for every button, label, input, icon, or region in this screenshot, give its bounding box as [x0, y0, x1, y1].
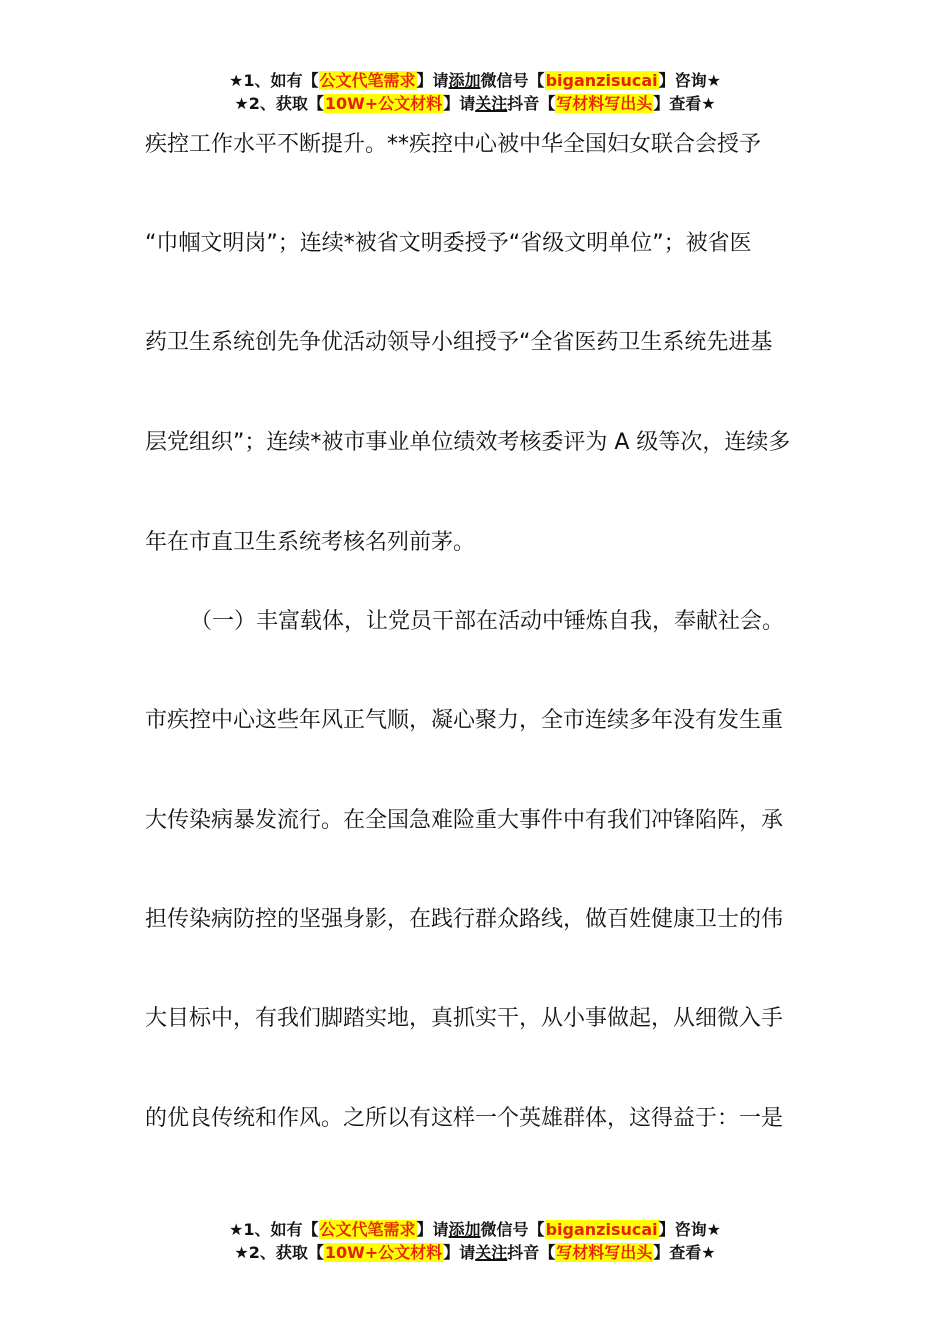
body-line: 药卫生系统创先争优活动领导小组授予“全省医药卫生系统先进基	[145, 330, 773, 355]
body-line: “巾帼文明岗”；连续*被省文明委授予“省级文明单位”；被省医	[145, 231, 752, 256]
body-line: 大目标中，有我们脚踏实地，真抓实干，从小事做起，从细微入手	[145, 1006, 784, 1031]
banner-text: ★1、如有【	[229, 1220, 319, 1239]
highlight-douyin-account: 写材料写出头	[556, 94, 653, 113]
section-heading: （一）丰富载体，让党员干部在活动中锤炼自我，奉献社会。	[190, 609, 785, 634]
body-line: 年在市直卫生系统考核名列前茅。	[145, 530, 476, 555]
banner-line-1	[0, 69, 950, 92]
header-banner	[0, 69, 950, 115]
banner-text: 】请	[443, 1243, 476, 1262]
highlight-materials: 10W+公文材料	[324, 1243, 443, 1262]
banner-text: 抖音【	[507, 1243, 556, 1262]
highlight-wechat-id: biganzisucai	[545, 71, 658, 90]
highlight-materials: 10W+公文材料	[324, 94, 443, 113]
banner-line-2	[0, 1241, 950, 1264]
banner-text: 】请	[416, 71, 449, 90]
underlined-word: 关注	[475, 1243, 508, 1262]
banner-line-2	[0, 92, 950, 115]
banner-text: ★1、如有【	[229, 71, 319, 90]
footer-banner	[0, 1218, 950, 1264]
banner-text: ★2、获取【	[234, 94, 324, 113]
highlight-service: 公文代笔需求	[319, 1220, 416, 1239]
highlight-service: 公文代笔需求	[319, 71, 416, 90]
underlined-word: 添加	[448, 71, 481, 90]
banner-text: 】请	[443, 94, 476, 113]
underlined-word: 关注	[475, 94, 508, 113]
highlight-wechat-id: biganzisucai	[545, 1220, 658, 1239]
banner-text: 】查看★	[653, 94, 716, 113]
body-line: 大传染病暴发流行。在全国急难险重大事件中有我们冲锋陷阵，承	[145, 808, 784, 833]
body-line: 的优良传统和作风。之所以有这样一个英雄群体，这得益于：一是	[145, 1106, 784, 1131]
banner-text: 】咨询★	[658, 1220, 721, 1239]
banner-text: 】查看★	[653, 1243, 716, 1262]
body-line: 疾控工作水平不断提升。**疾控中心被中华全国妇女联合会授予	[145, 132, 762, 157]
banner-line-1	[0, 1218, 950, 1241]
body-line: 层党组织”；连续*被市事业单位绩效考核委评为 A 级等次，连续多	[145, 430, 791, 455]
body-line: 市疾控中心这些年风正气顺，凝心聚力，全市连续多年没有发生重	[145, 708, 784, 733]
banner-text: 】咨询★	[658, 71, 721, 90]
underlined-word: 添加	[448, 1220, 481, 1239]
highlight-douyin-account: 写材料写出头	[556, 1243, 653, 1262]
banner-text: ★2、获取【	[234, 1243, 324, 1262]
body-line: 担传染病防控的坚强身影，在践行群众路线，做百姓健康卫士的伟	[145, 907, 784, 932]
banner-text: 微信号【	[480, 71, 545, 90]
banner-text: 抖音【	[507, 94, 556, 113]
banner-text: 微信号【	[480, 1220, 545, 1239]
banner-text: 】请	[416, 1220, 449, 1239]
